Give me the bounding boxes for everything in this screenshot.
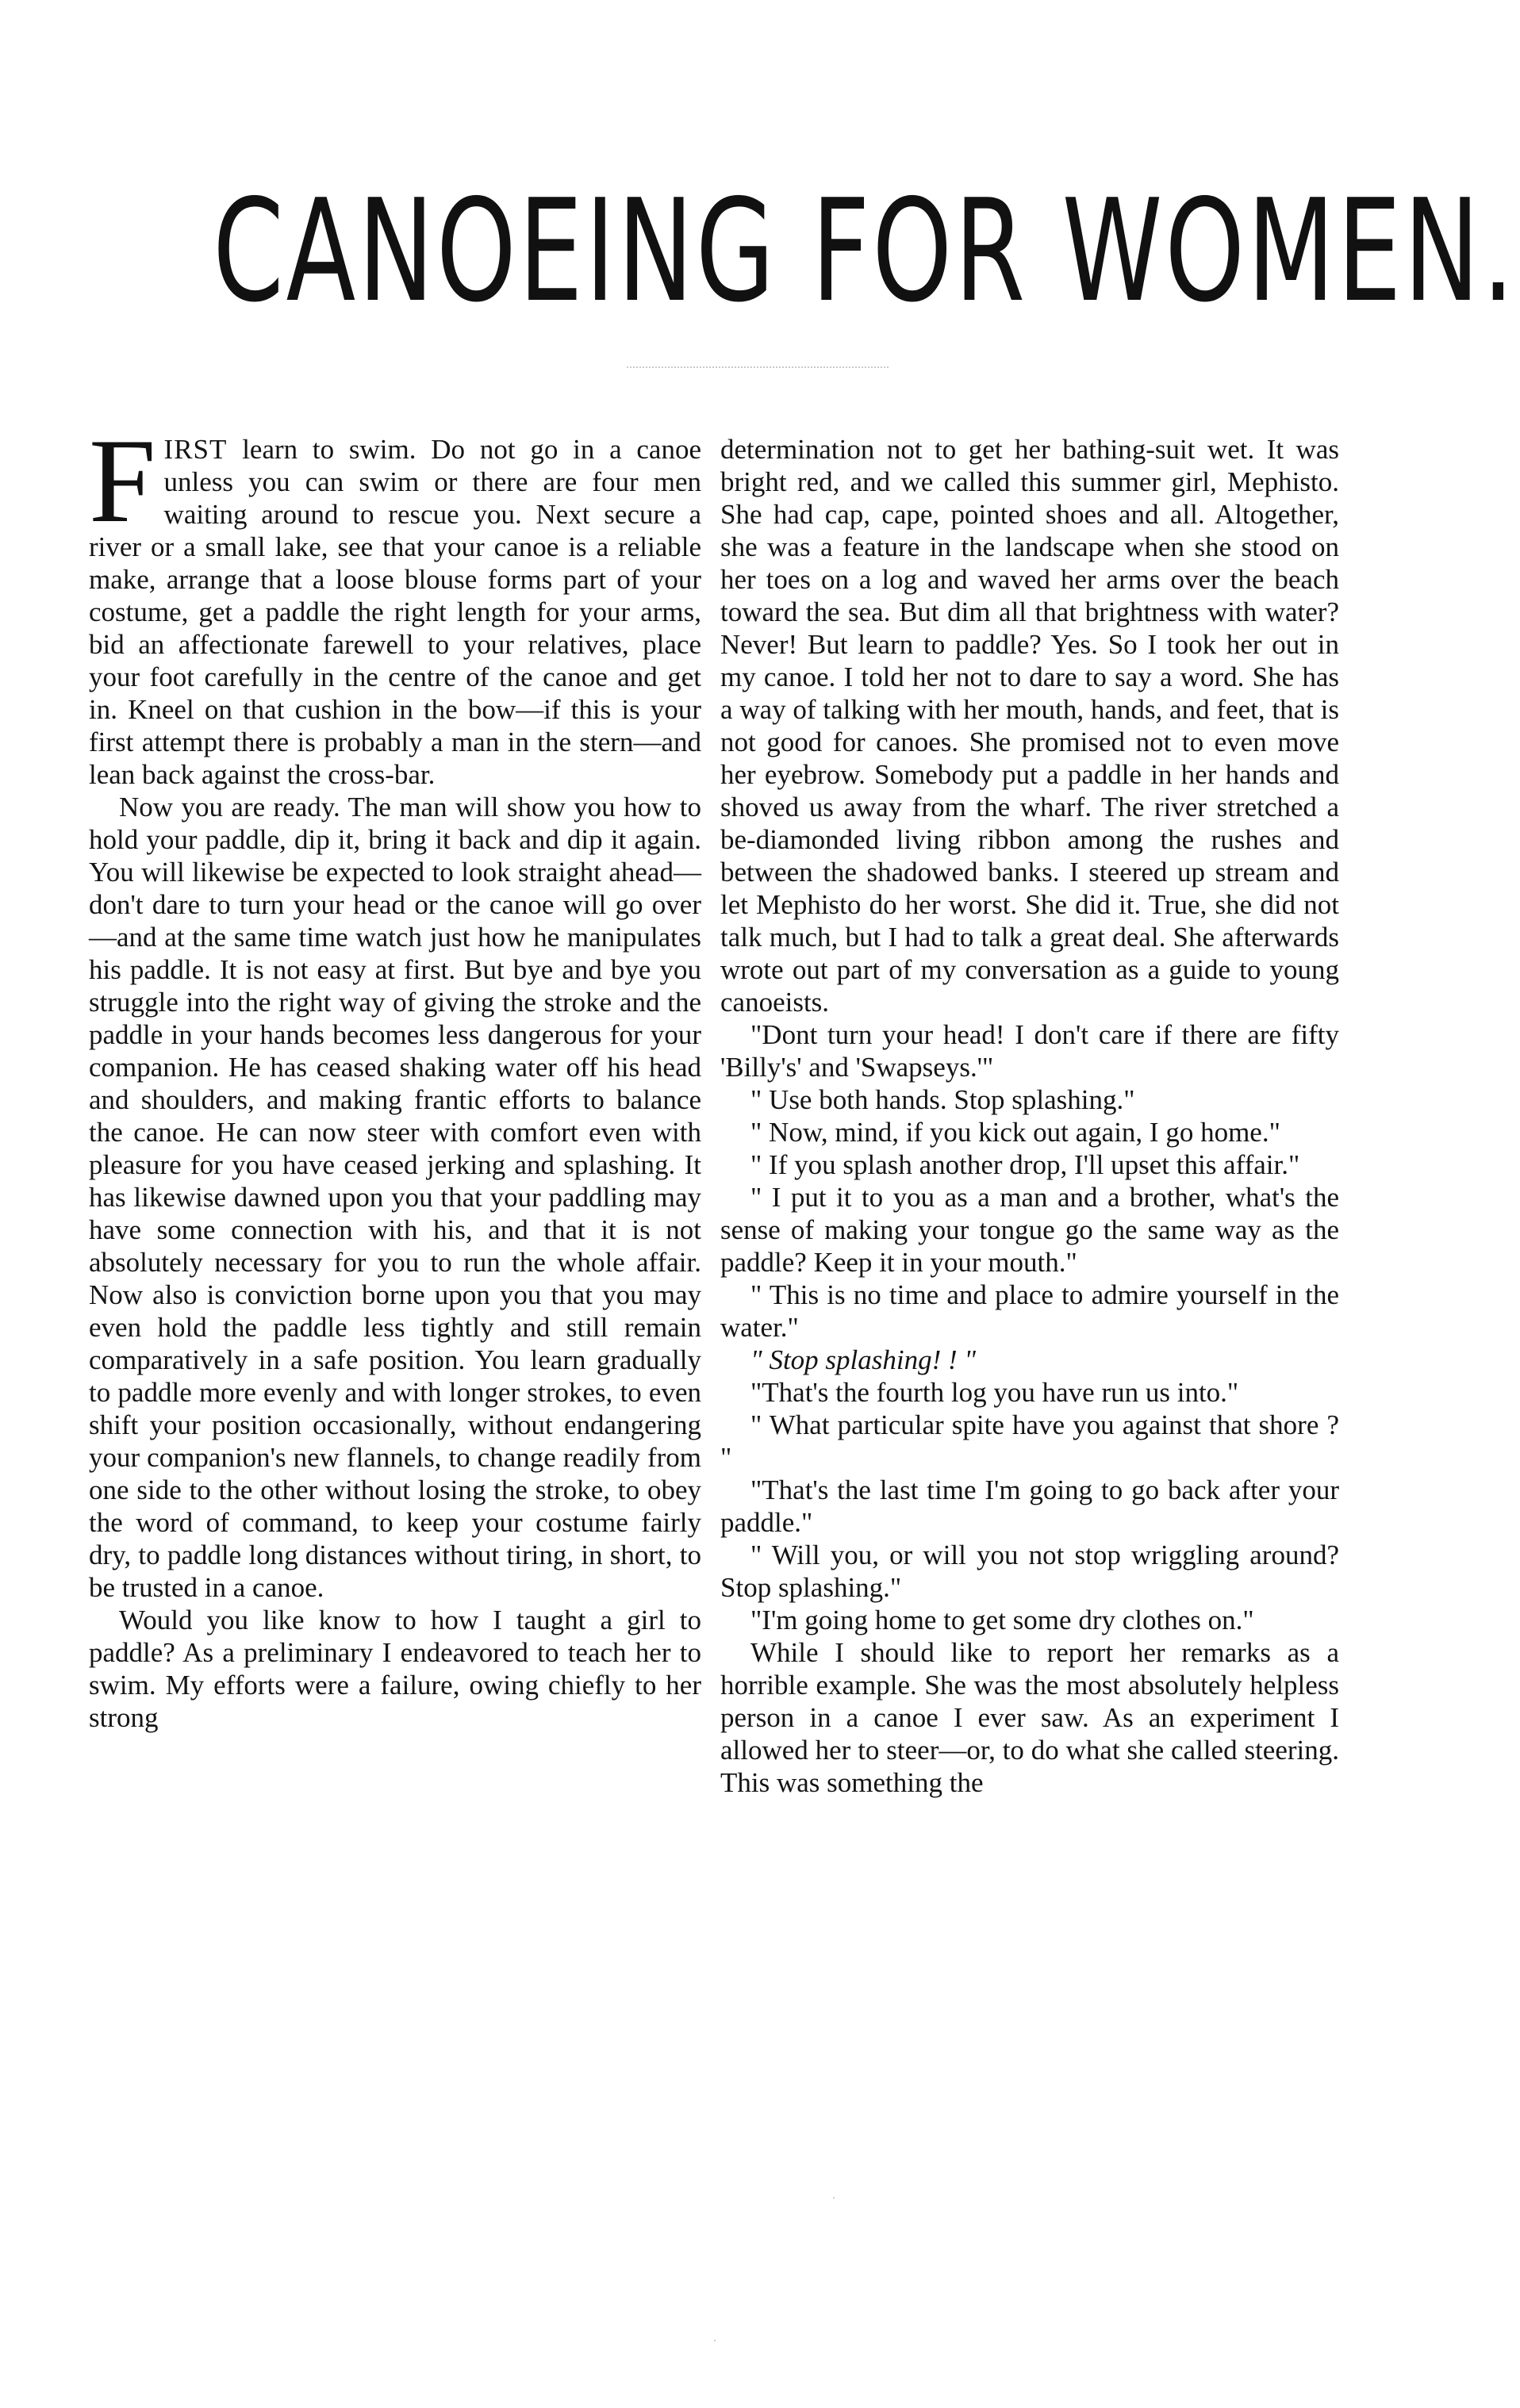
dialogue-line-10: "That's the last time I'm going to go back after your paddle.": [720, 1474, 1339, 1538]
paragraph-3: Would you like know to how I taught a girl to paddle? As a preliminary I endeavored to teach her to swim. My efforts were a failure, owing chiefly to her strong: [89, 1605, 701, 1733]
right-column: [720, 433, 1339, 1799]
title-divider: [627, 366, 889, 368]
dialogue-line-11: " Will you, or will you not stop wriggling around? Stop splashing.": [720, 1540, 1339, 1603]
dialogue-line-1: "Dont turn your head! I don't care if there are fifty 'Billy's' and 'Swapseys.'": [720, 1019, 1339, 1083]
left-column: [89, 414, 701, 1734]
dialogue-line-12: "I'm going home to get some dry clothes on.": [750, 1605, 1254, 1635]
paragraph-1: [89, 414, 701, 791]
print-speck: [714, 2340, 716, 2341]
closing-paragraph: While I should like to report her remarks as a horrible example. She was the most absolutely helpless person in a canoe I ever saw. As an experiment I allowed her to steer—or, to do what she called steering. This was something the: [720, 1637, 1339, 1798]
drop-cap-letter: F: [89, 414, 156, 547]
dialogue-line-7: " Stop splashing! ! ": [750, 1344, 977, 1375]
dialogue-line-5: " I put it to you as a man and a brother, what's the sense of making your tongue go the same way as the paddle? Keep it in your mouth.": [720, 1182, 1339, 1278]
paragraph-2: Now you are ready. The man will show you how to hold your paddle, dip it, bring it back and dip it again. You will likewise be expected to look straight ahead—don't dare to turn your head or the canoe will go over—and at the same time watch just how he manipulates his paddle. It is not easy at first. But bye and bye you struggle into the right way of giving the stroke and the paddle in your hands becomes less dangerous for your companion. He has ceased shaking water off his head and shoulders, and making frantic efforts to balance the canoe. He can now steer with comfort even with pleasure for you have ceased jerking and splashing. It has likewise dawned upon you that your paddling may have some connection with his, and that it is not absolutely necessary for you to run the whole affair. Now also is conviction borne upon you that you may even hold the paddle less tightly and still remain comparatively in a safe position. You learn gradually to paddle more evenly and with longer strokes, to even shift your position occasionally, without endangering your companion's new flannels, to change readily from one side to the other without losing the stroke, to obey the word of command, to keep your costume fairly dry, to paddle long distances without tiring, in short, to be trusted in a canoe.: [89, 792, 701, 1603]
dialogue-line-4: " If you splash another drop, I'll upset this affair.": [750, 1149, 1300, 1180]
dialogue-line-2: " Use both hands. Stop splashing.": [750, 1084, 1135, 1115]
lead-word: IRST: [163, 434, 228, 465]
article-title: CANOEING FOR WOMEN.: [213, 169, 1517, 333]
dialogue-line-9: " What particular spite have you against that shore ? ": [720, 1409, 1339, 1473]
paragraph-1-text: learn to swim. Do not go in a canoe unless you can swim or there are four men waiting around to rescue you. Next secure a river or a small lake, see that your canoe is a reliable make, arrange that a loose blouse forms part of your costume, get a paddle the right length for your arms, bid an affectionate farewell to your relatives, place your foot carefully in the centre of the canoe and get in. Kneel on that cushion in the bow—if this is your first attempt there is probably a man in the stern—and lean back against the cross-bar.: [89, 434, 701, 790]
dialogue-line-8: "That's the fourth log you have run us into.": [750, 1377, 1239, 1408]
paragraph-continued: determination not to get her bathing-suit wet. It was bright red, and we called this summer girl, Mephisto. She had cap, cape, pointed shoes and all. Altogether, she was a feature in the landscape when she stood on her toes on a log and waved her arms over the beach toward the sea. But dim all that brightness with water? Never! But learn to paddle? Yes. So I took her out in my canoe. I told her not to dare to say a word. She has a way of talking with her mouth, hands, and feet, that is not good for canoes. She promised not to even move her eyebrow. Somebody put a paddle in her hands and shoved us away from the wharf. The river stretched a be-diamonded living ribbon among the rushes and between the shadowed banks. I steered up stream and let Mephisto do her worst. She did it. True, she did not talk much, but I had to talk a great deal. She afterwards wrote out part of my conversation as a guide to young canoeists.: [720, 434, 1339, 1018]
dialogue-line-6: " This is no time and place to admire yourself in the water.": [720, 1279, 1339, 1343]
print-speck: [833, 2197, 835, 2199]
dialogue-line-3: " Now, mind, if you kick out again, I go home.": [750, 1117, 1280, 1148]
